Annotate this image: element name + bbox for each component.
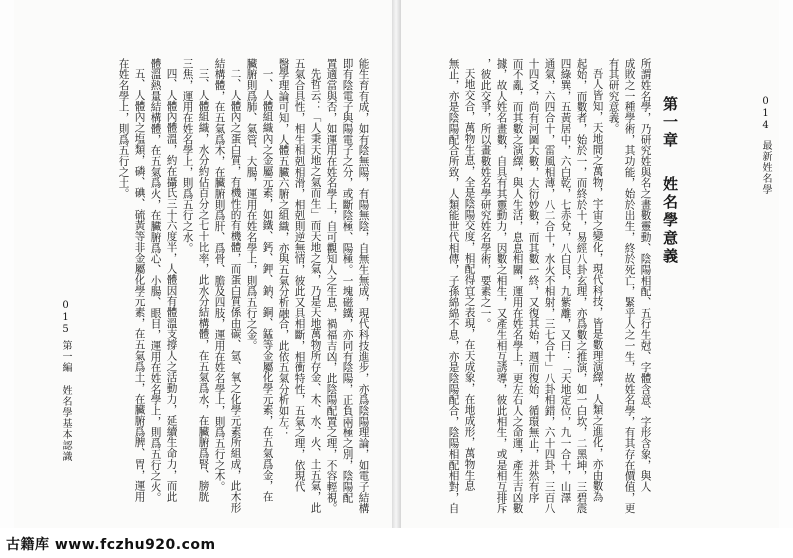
right-text-column: 而不亂，而其數之演繹，與人生活，息息相關，運用在姓名學上，更左右人之命運，產生吉凶數 [511, 58, 524, 514]
right-text-column: 據，故人姓名畫數，自具有其靈動力，因數之相生，又產生相互誘導，彼此相生，或是相互排斥 [495, 58, 508, 514]
right-running-title: 最新姓名學 [760, 140, 771, 195]
right-text-column: 有其研究意義。 [607, 58, 620, 134]
right-text-column: 四綠巽，五黃居中，六白乾，七赤兌，八白艮，九紫離，又曰：「天地定位，九一合十，山澤 [559, 58, 572, 503]
right-text-column: 所謂姓名學，乃研究姓與名之畫數靈動、陰陽相配、五行生尅、字體含意、字形含象，與人 [639, 58, 652, 492]
book-gutter [392, 0, 401, 528]
right-text-column: 成敗之一種學術，其功能，始於出生，終於死亡，緊乎人之一生，故姓名學，有其存在價值，更 [623, 58, 636, 514]
right-text-column: 吾人皆知，天地間之萬物，宇宙之變化，現代科技，皆是數理演繹，人類之進化，亦由數為 [591, 68, 604, 502]
right-text-column: 十四爻，尚有河圖大數，大衍妙數，而其數一終，又復其始，週而復始，循環無止，并然有序 [527, 58, 540, 503]
left-text-column: 能生育有成，如有陰無陽，有陽無陰，自無生無成，現代科技進步，亦爲陰陽理論，如電子結構 [357, 58, 370, 514]
right-text-column: 起始，而數者，始於一，而終於十，易經八卦玄理，亦爲數之推演，如一白坎，二黑坤，三碧震 [575, 58, 588, 514]
right-text-column: ，彼此交爭，所以畫數姓名學研究姓名學術，要素之一。 [479, 58, 492, 330]
left-text-column: 五氣合具性，相生相剋相滑，相剋則逆無情，彼此又具相斷，相衝特性，五氣之理，依現代 [293, 58, 306, 492]
left-text-column: 臟腑則爲肺、氣管、大腸，運用在姓名學上，則爲五行之金。 [245, 58, 258, 351]
watermark-strip [0, 528, 793, 558]
left-text-column: 即有陰電子與陽電子之分，或斷陰極、陽極。一塊磁鐵，亦同有陰陽，正負兩極之別，陰陽配 [341, 58, 354, 503]
left-text-column: 醫學理論可知，人體五臟六腑之組織，亦與五氣分析融合，此依五氣分析如左： [277, 58, 290, 438]
left-text-column: 體溫熱量結構體，在五氣爲火，在臟腑爲心、小腸、眼目，運用在姓名學上，則爲五行之火。 [149, 58, 162, 503]
left-text-column: 三焦，運用在姓名學上，則爲五行之水。 [181, 58, 194, 254]
left-page-number: 015 [60, 300, 71, 336]
left-text-column: 置適當與否，如運用在姓名學上，自可觀知人之生息，禍福吉凶，此陰陽配置之理，不容輕視。 [325, 58, 338, 514]
left-text-column: 一、人體組織內之金屬元素，如鐵、鈣、鉀、鈉、銅、錳等金屬化學元素，在五氣爲金，在 [261, 68, 274, 502]
left-text-column: 四、人體內體溫，約在攝氏三十六度半，人體因有體溫支撐人之活動力，延續生命力，而此 [165, 68, 178, 502]
right-text-column: 通氣，六四合十，雷風相薄，八二合十，水火不相射，三七合十」八卦相錯，六十四卦，三百八 [543, 58, 556, 514]
left-running-title: 第一編 姓名學基本認識 [60, 340, 71, 462]
right-text-column: 無止，亦是陰陽配合所致，人類能世代相傳，子孫綿綿不息，亦是陰陽配合，陰陽相配相對，自 [447, 58, 460, 514]
left-text-column: 二、人體內之蛋白質，有機性的有機體，而蛋白質係由碳、氫、氧之化學元素所組成，此木形 [229, 68, 242, 513]
right-page-number: 014 [760, 96, 771, 132]
left-text-column: 五、人體內之塩類，磷、碘、硫黃等非金屬化學元素，在五氣爲土，在臟腑爲脾、胃，運用 [133, 68, 146, 502]
site-watermark: 古籍库 www.fczhu920.com [6, 537, 216, 553]
right-text-column: 天地交合，萬物生息，全是陰陽交度，相配得宜之表現，在天成象，在地成形，萬物生息 [463, 68, 476, 492]
chapter-number: 第一章 [661, 96, 679, 150]
left-text-column: 三、人體組織，水分約佔百分之七十比率，此水分結構體，在五氣爲水，在臟腑爲腎、膀胱 [197, 68, 210, 502]
left-text-column: 先哲云：「人秉天地之氣而生」而天地之氣，乃是天地萬物所存金、木、水、火、土五氣，此 [309, 68, 322, 513]
left-text-column: 結構體，在五氣爲木，在臟腑則爲肝、爲骨、膽及四肢，運用在姓名學上，則爲五行之木。 [213, 58, 226, 492]
chapter-title: 姓名學意義 [661, 176, 679, 266]
left-text-column: 在姓名學上，則爲五行之土。 [117, 58, 130, 200]
